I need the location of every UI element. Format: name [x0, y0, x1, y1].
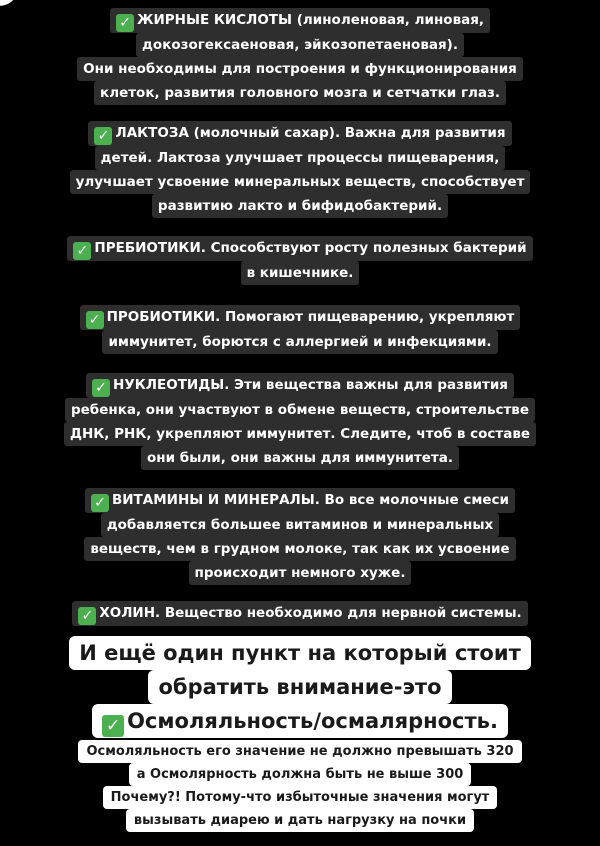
text-line: ✓ ЛАКТОЗА (молочный сахар). Важна для развития	[88, 121, 511, 146]
text-line: добавляется большее витаминов и минеральных	[101, 513, 500, 537]
check-mark-icon: ✓	[116, 14, 134, 32]
highlight-line: ✓ Осмоляльность/осмалярность.	[92, 704, 508, 738]
text-line: улучшает усвоение минеральных веществ, способствует	[70, 170, 531, 194]
section-lactose	[0, 121, 600, 218]
text-line: ✓ ПРЕБИОТИКИ. Способствуют росту полезных бактерий	[67, 236, 532, 261]
check-mark-icon: ✓	[91, 494, 109, 512]
note-line: Почему?! Потому-что избыточные значения могут	[103, 786, 498, 809]
text-line: иммунитет, борются с аллергией и инфекциями.	[102, 330, 497, 354]
text-line: развитию лакто и бифидобактерий.	[152, 194, 448, 218]
text-line: Они необходимы для построения и функционирования	[77, 57, 523, 81]
text-line: ✓ НУКЛЕОТИДЫ. Эти вещества важны для развития	[86, 373, 514, 398]
section-vitamins-minerals	[0, 488, 600, 585]
note-line: Осмоляльность его значение не должно превышать 320	[78, 740, 521, 763]
check-mark-icon: ✓	[86, 311, 104, 329]
text-line: они были, они важны для иммунитета.	[141, 446, 459, 470]
text-line: в кишечнике.	[241, 261, 360, 285]
text-line: ✓ ХОЛИН. Вещество необходимо для нервной системы.	[72, 601, 527, 626]
text-line: ✓ ВИТАМИНЫ И МИНЕРАЛЫ. Во все молочные смеси	[85, 488, 515, 513]
section-probiotics	[0, 305, 600, 354]
section-choline	[0, 601, 600, 626]
text-line: ребенка, они участвуют в обмене веществ, строительстве	[65, 398, 535, 422]
check-mark-icon: ✓	[94, 127, 112, 145]
highlight-osmolality	[0, 636, 600, 738]
text-line: клеток, развития головного мозга и сетчатки глаз.	[94, 81, 506, 105]
highlight-line: И ещё один пункт на который стоит	[69, 636, 531, 670]
section-nucleotides	[0, 373, 600, 470]
section-fatty-acids	[0, 8, 600, 105]
text-line: ✓ ЖИРНЫЕ КИСЛОТЫ (линоленовая, линовая,	[110, 8, 490, 33]
note-osmolality-values	[0, 740, 600, 832]
text-line: докозогексаеновая, эйкозопетаеновая).	[136, 33, 464, 57]
section-prebiotics	[0, 236, 600, 285]
corner-circle-decoration	[0, 0, 16, 6]
check-mark-icon: ✓	[102, 715, 124, 737]
note-line: а Осмолярность должна быть не выше 300	[129, 763, 472, 786]
check-mark-icon: ✓	[73, 242, 91, 260]
note-line: вызывать диарею и дать нагрузку на почки	[126, 809, 474, 832]
text-line: веществ, чем в грудном молоке, так как их усвоение	[84, 537, 515, 561]
check-mark-icon: ✓	[78, 607, 96, 625]
text-line: ✓ ПРОБИОТИКИ. Помогают пищеварению, укрепляют	[80, 305, 521, 330]
check-mark-icon: ✓	[92, 379, 110, 397]
text-line: ДНК, РНК, укрепляют иммунитет. Следите, чтоб в составе	[64, 422, 536, 446]
text-line: детей. Лактоза улучшает процессы пищеварения,	[95, 146, 506, 170]
highlight-line: обратить внимание-это	[148, 670, 451, 704]
text-line: происходит немного хуже.	[189, 561, 412, 585]
